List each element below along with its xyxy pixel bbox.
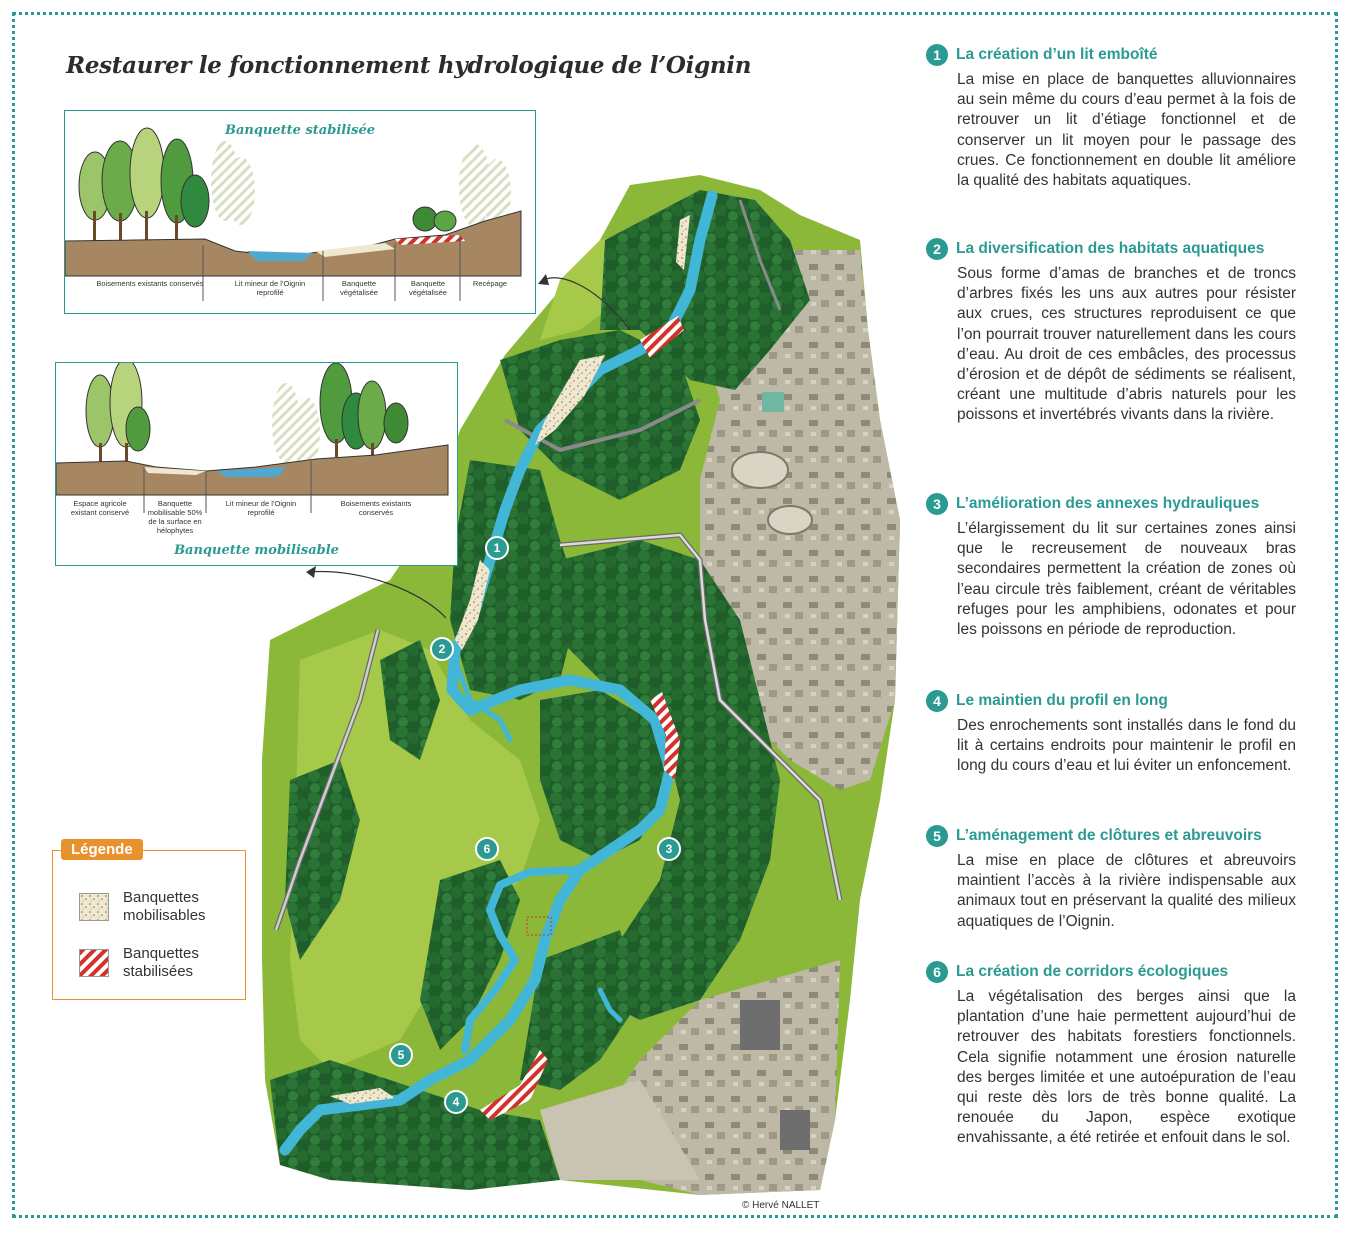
diagram-label: Espace agricole existant conservé bbox=[70, 499, 130, 517]
map-marker-6[interactable]: 6 bbox=[475, 837, 499, 861]
legend-item-stabilisees bbox=[79, 945, 199, 981]
diagram-label: Lit mineur de l’Oignin reprofilé bbox=[225, 499, 297, 517]
legend-label: Banquettes bbox=[123, 945, 199, 962]
section-number-badge: 1 bbox=[926, 44, 948, 66]
section-3 bbox=[926, 491, 1296, 640]
diagram-banquette-stabilisee bbox=[64, 110, 536, 314]
photo-credit: © Hervé NALLET bbox=[742, 1200, 820, 1211]
diagram-caption: Banquette stabilisée bbox=[225, 123, 375, 138]
red-stripe-pattern-icon bbox=[79, 949, 109, 977]
diagram-label: Boisements existants conservés bbox=[96, 279, 204, 288]
diagram-label: Boisements existants conservés bbox=[340, 499, 412, 517]
gravel-pattern-icon bbox=[79, 893, 109, 921]
map-marker-5[interactable]: 5 bbox=[389, 1043, 413, 1067]
section-number-badge: 6 bbox=[926, 961, 948, 983]
map-marker-4[interactable]: 4 bbox=[444, 1090, 468, 1114]
section-2 bbox=[926, 236, 1296, 426]
map-marker-2[interactable]: 2 bbox=[430, 637, 454, 661]
section-body: L’élargissement du lit sur certaines zones ainsi que le recreusement de nouveaux bras secondaires permettent la création de zones où l’eau circule très faiblement, créant de véritables refuges pour les amphibiens, odonates et pour les poissons en période de reproduction. bbox=[957, 520, 1296, 639]
legend-label: mobilisables bbox=[123, 907, 206, 924]
section-number-badge: 4 bbox=[926, 690, 948, 712]
section-number-badge: 3 bbox=[926, 493, 948, 515]
section-body: La mise en place de banquettes alluvionnaires au sein même du cours d’eau permet à la fois de retrouver un lit d’étiage fonctionnel et de conserver un lit moyen pour le passage des crues. Ce fonctionnement en double lit améliore la qualité des habitats aquatiques. bbox=[957, 71, 1296, 190]
section-6 bbox=[926, 959, 1296, 1149]
section-title: L’aménagement de clôtures et abreuvoirs bbox=[956, 827, 1262, 844]
page-title: Restaurer le fonctionnement hydrologique de l’Oignin bbox=[66, 52, 752, 79]
diagram-label: Banquette mobilisable 50% de la surface en hélophytes bbox=[147, 499, 203, 535]
diagram-label: Lit mineur de l’Oignin reprofilé bbox=[234, 279, 306, 297]
section-body: La mise en place de clôtures et abreuvoirs maintient l’accès à la rivière indispensable aux animaux tout en préservant la qualité des milieux aquatiques de l’Oignin. bbox=[957, 852, 1296, 930]
legend-label: stabilisées bbox=[123, 963, 194, 980]
diagram-label: Banquette végétalisée bbox=[409, 279, 447, 297]
section-title: La création de corridors écologiques bbox=[956, 963, 1229, 980]
section-title: La diversification des habitats aquatiques bbox=[956, 240, 1265, 257]
section-1 bbox=[926, 42, 1296, 191]
map-marker-3[interactable]: 3 bbox=[657, 837, 681, 861]
legend-box bbox=[52, 841, 246, 1000]
legend-item-mobilisables bbox=[79, 889, 206, 925]
section-4 bbox=[926, 688, 1296, 777]
diagram-label: Recépage bbox=[472, 279, 508, 288]
section-number-badge: 5 bbox=[926, 825, 948, 847]
section-body: La végétalisation des berges ainsi que la plantation d’une haie permettent aujourd’hui de retrouver des habitats forestiers fonctionnels. Cela signifie notamment une érosion naturelle des berges limitée et une autoépuration de l’eau qui reste dès lors de très bonne qualité. La renouée du Japon, espèce exotique envahissante, a été retirée et enfouit dans le sol. bbox=[957, 988, 1296, 1147]
map-marker-1[interactable]: 1 bbox=[485, 536, 509, 560]
diagram-caption: Banquette mobilisable bbox=[174, 543, 339, 558]
section-body: Sous forme d’amas de branches et de troncs d’arbres fixés les uns aux autres pour résister aux crues, ces structures reproduisent ce que l’on pourrait trouver naturellement dans les cours d’eau. Au droit de ces embâcles, des processus d’érosion et de dépôt de sédiments se réalisent, créant une multitude d’abris naturels pour les poissons et invertébrés vivants dans la rivière. bbox=[957, 265, 1296, 424]
section-number-badge: 2 bbox=[926, 238, 948, 260]
cross-section-illustration bbox=[56, 363, 456, 563]
section-title: La création d’un lit emboîté bbox=[956, 46, 1158, 63]
section-5 bbox=[926, 823, 1296, 932]
legend-title: Légende bbox=[61, 839, 143, 860]
section-title: L’amélioration des annexes hydrauliques bbox=[956, 495, 1260, 512]
diagram-banquette-mobilisable bbox=[55, 362, 458, 566]
legend-label: Banquettes bbox=[123, 889, 199, 906]
section-title: Le maintien du profil en long bbox=[956, 692, 1168, 709]
section-body: Des enrochements sont installés dans le fond du lit à certains endroits pour maintenir le profil en long du cours d’eau et lui éviter un enfoncement. bbox=[957, 717, 1296, 775]
diagram-label: Banquette végétalisée bbox=[340, 279, 378, 297]
